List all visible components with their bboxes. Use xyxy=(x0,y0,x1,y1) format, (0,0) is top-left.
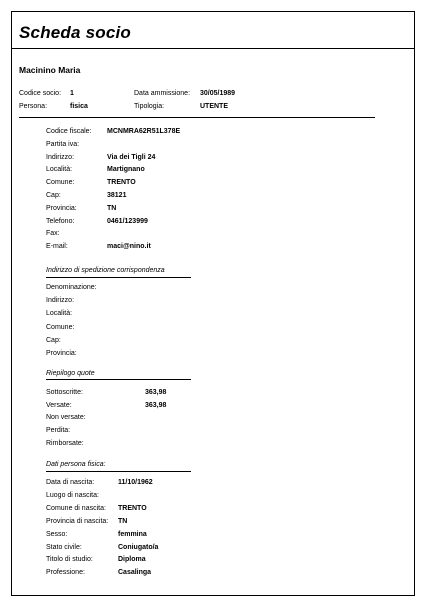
persona-fisica-field-label: Titolo di studio: xyxy=(46,556,93,564)
anagrafica-field-label: Indirizzo: xyxy=(46,153,75,161)
persona-fisica-field-label: Provincia di nascita: xyxy=(46,517,109,525)
anagrafica-field-value: MCNMRA62R51L378E xyxy=(107,128,181,135)
anagrafica-field-label: Comune: xyxy=(46,179,75,187)
quote-divider xyxy=(46,379,191,380)
quote-field-value: 363,98 xyxy=(145,389,167,396)
anagrafica-field-value: 38121 xyxy=(107,192,127,199)
persona-fisica-field-label: Stato civile: xyxy=(46,543,82,551)
header-divider xyxy=(19,117,375,118)
anagrafica-field-value: 0461/123999 xyxy=(107,217,148,225)
persona-fisica-divider xyxy=(46,471,191,472)
persona-fisica-field-label: Data di nascita: xyxy=(46,479,95,486)
anagrafica-field-label: Provincia: xyxy=(46,204,77,212)
anagrafica-field-label: Partita iva: xyxy=(46,140,80,148)
anagrafica-field-value: TRENTO xyxy=(107,179,136,187)
spedizione-divider xyxy=(46,277,191,278)
persona-fisica-field-label: Professione: xyxy=(46,569,85,577)
persona-fisica-field-value: TRENTO xyxy=(118,504,147,512)
spedizione-field-label: Cap: xyxy=(46,336,61,344)
persona-fisica-field-value: femmina xyxy=(118,530,147,538)
spedizione-field-label: Comune: xyxy=(46,323,75,331)
persona-fisica-field-label: Comune di nascita: xyxy=(46,504,106,512)
anagrafica-field-label: Località: xyxy=(46,166,73,174)
anagrafica-field-label: Codice fiscale: xyxy=(46,128,92,135)
anagrafica-field-label: Telefono: xyxy=(46,217,75,225)
quote-field-label: Rimborsate: xyxy=(46,439,84,447)
anagrafica-field-value: maci@nino.it xyxy=(107,243,151,251)
title-divider xyxy=(11,48,415,49)
quote-field-label: Perdita: xyxy=(46,427,71,435)
codice-socio-label: Codice socio: xyxy=(19,90,62,97)
spedizione-field-label: Denominazione: xyxy=(46,284,97,291)
persona-fisica-heading: Dati persona fisica: xyxy=(46,461,106,468)
member-name: Macinino Maria xyxy=(19,65,81,75)
persona-value: fisica xyxy=(70,103,88,110)
anagrafica-field-value: TN xyxy=(107,204,117,212)
persona-fisica-field-value: Coniugato/a xyxy=(118,543,159,551)
page-title: Scheda socio xyxy=(19,23,131,42)
data-ammissione-label: Data ammissione: xyxy=(134,90,191,97)
spedizione-field-label: Provincia: xyxy=(46,350,77,357)
data-ammissione-value: 30/05/1989 xyxy=(200,90,236,97)
spedizione-heading: Indirizzo di spedizione corrispondenza xyxy=(46,267,165,274)
anagrafica-field-value: Via dei Tigli 24 xyxy=(107,153,156,161)
quote-field-label: Versate: xyxy=(46,401,72,409)
persona-fisica-field-value: 11/10/1962 xyxy=(118,479,153,486)
quote-field-label: Sottoscritte: xyxy=(46,389,83,396)
persona-fisica-field-value: Casalinga xyxy=(118,569,152,577)
persona-fisica-field-label: Luogo di nascita: xyxy=(46,491,99,499)
persona-fisica-field-value: TN xyxy=(118,517,128,525)
spedizione-field-label: Indirizzo: xyxy=(46,297,75,305)
tipologia-value: UTENTE xyxy=(200,103,228,110)
persona-label: Persona: xyxy=(19,103,48,110)
quote-field-value: 363,98 xyxy=(145,401,167,409)
tipologia-label: Tipologia: xyxy=(134,103,165,110)
persona-fisica-field-value: Diploma xyxy=(118,556,146,564)
anagrafica-field-value: Martignano xyxy=(107,166,145,174)
anagrafica-field-label: Fax: xyxy=(46,230,60,238)
quote-heading: Riepilogo quote xyxy=(46,370,95,377)
spedizione-field-label: Località: xyxy=(46,310,73,318)
persona-fisica-field-label: Sesso: xyxy=(46,530,68,538)
anagrafica-field-label: Cap: xyxy=(46,192,61,199)
codice-socio-value: 1 xyxy=(70,90,74,97)
quote-field-label: Non versate: xyxy=(46,414,86,422)
anagrafica-field-label: E-mail: xyxy=(46,243,68,251)
